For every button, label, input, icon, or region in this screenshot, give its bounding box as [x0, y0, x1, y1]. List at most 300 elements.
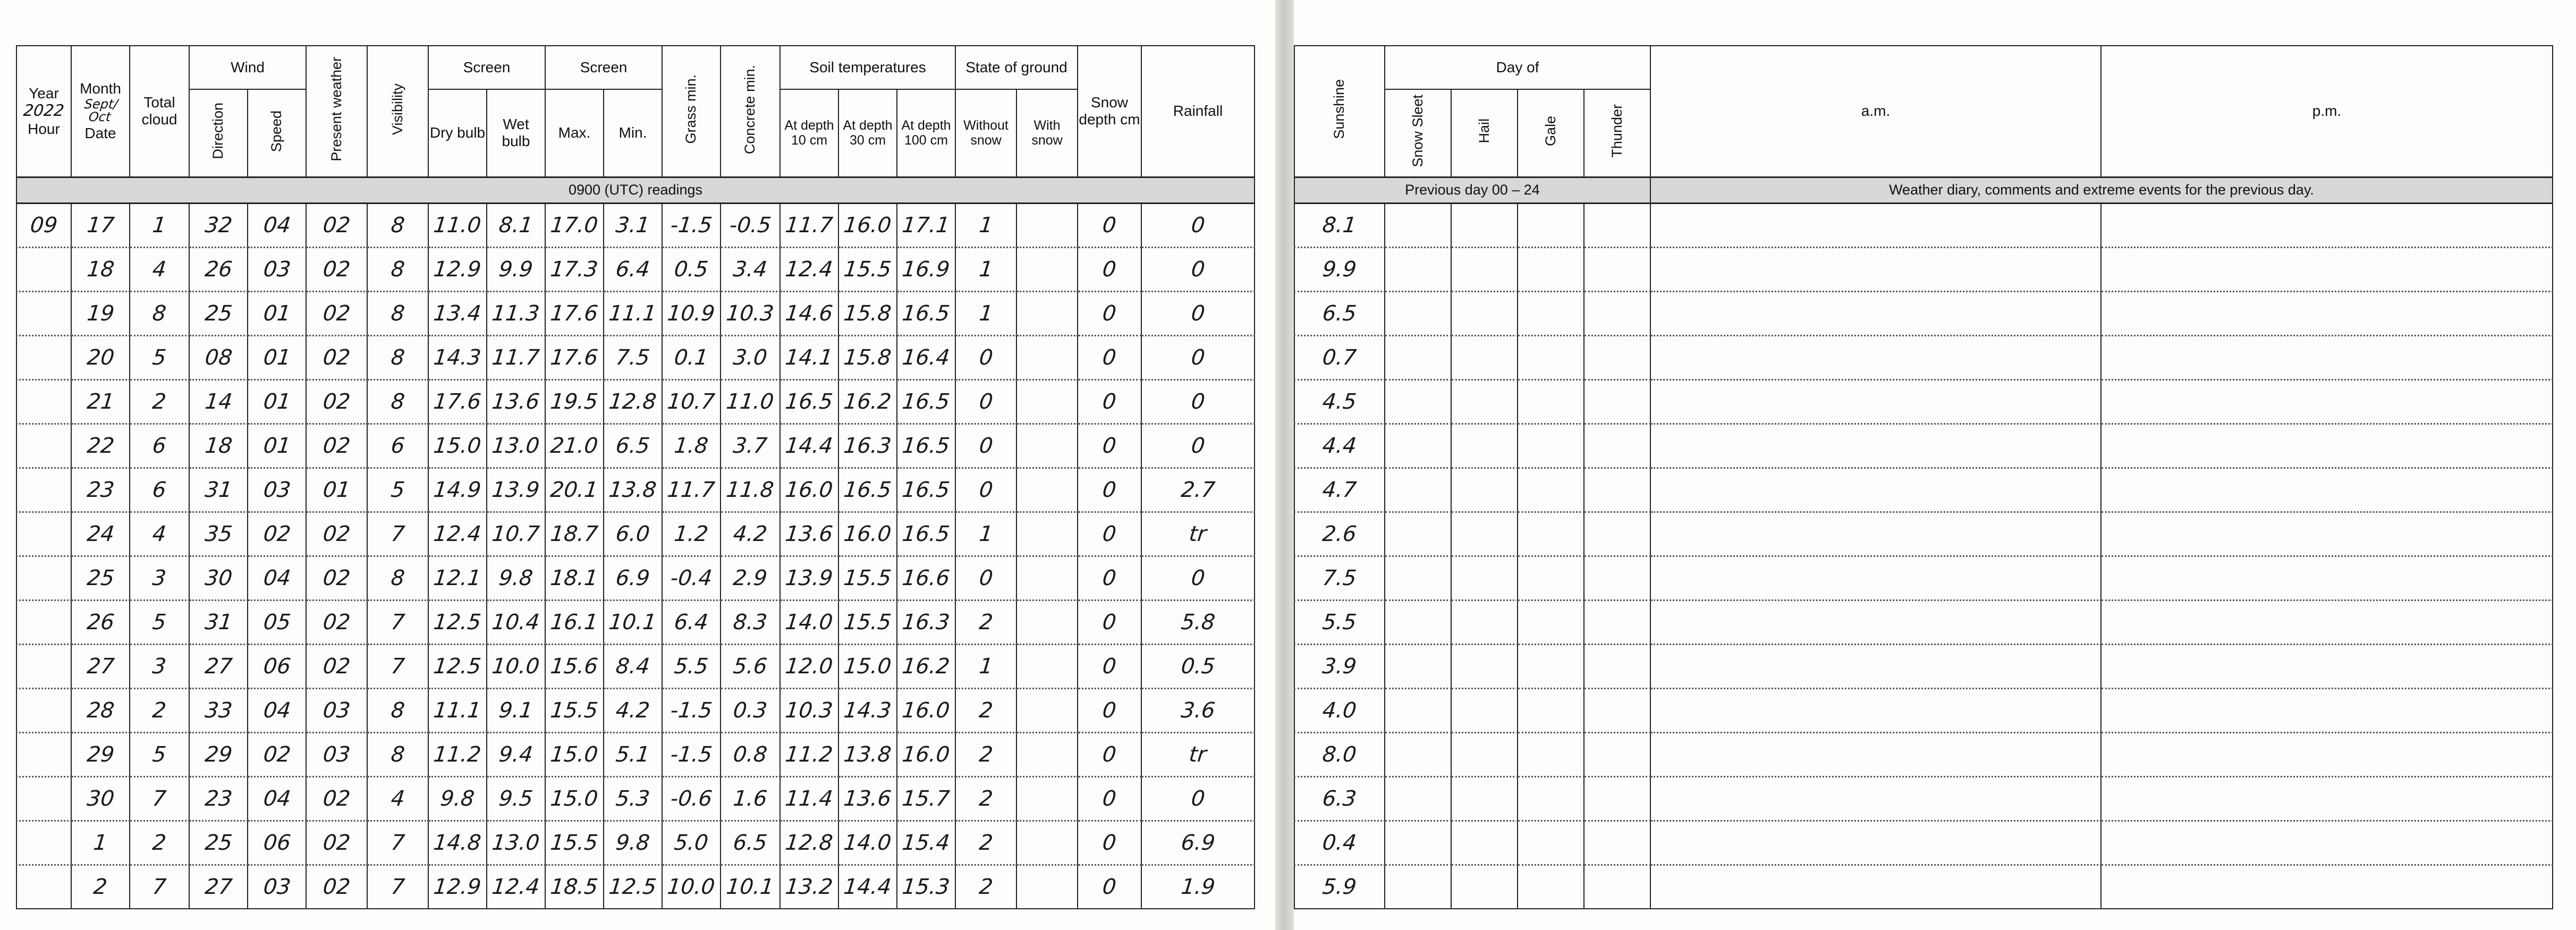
snow-depth-cell [1078, 644, 1141, 688]
dry-bulb-cell-value: 13.4 [433, 301, 482, 326]
wind-direction-cell [189, 335, 248, 379]
grass-min-cell [662, 424, 721, 468]
dry-bulb-cell [428, 688, 487, 732]
concrete-min-cell-value: 1.6 [732, 786, 769, 811]
ground-without-snow-cell [955, 291, 1016, 335]
wind-speed-cell-value: 03 [262, 257, 292, 282]
min-temp-cell-value: 3.1 [614, 213, 651, 238]
rainfall-cell-value: 0.5 [1180, 654, 1216, 679]
concrete-min-cell [721, 732, 780, 776]
snow-depth-cell-value: 0 [1101, 565, 1118, 590]
ground-without-snow-cell-value: 2 [978, 874, 994, 899]
present-weather-cell [306, 379, 367, 424]
wind-direction-cell-value: 35 [204, 521, 233, 546]
soil-100cm-cell-value: 16.0 [901, 742, 951, 767]
am-diary-cell [1650, 468, 2101, 512]
present-weather-cell-value: 02 [321, 874, 352, 899]
wind-speed-cell [248, 379, 306, 424]
total-cloud-cell [130, 821, 189, 865]
soil-100cm-cell-value: 16.5 [901, 477, 951, 502]
present-weather-cell [306, 776, 367, 821]
wet-bulb-cell-value: 10.4 [491, 610, 541, 635]
observation-row [16, 688, 1255, 732]
soil-30cm-cell [838, 865, 897, 909]
wind-direction-cell-value: 27 [204, 874, 233, 899]
ground-without-snow-cell-value: 0 [978, 389, 994, 414]
min-temp-cell [604, 732, 662, 776]
present-weather-cell-value: 02 [321, 389, 352, 414]
soil-10cm-cell-value: 13.9 [784, 565, 834, 590]
total-cloud-header: Total cloud [130, 46, 189, 177]
gale-cell [1518, 865, 1584, 909]
max-temp-cell-value: 17.6 [549, 345, 599, 370]
rainfall-cell [1141, 468, 1255, 512]
wind-direction-cell [189, 776, 248, 821]
soil-10cm-cell-value: 14.4 [784, 433, 834, 458]
soil-100cm-cell-value: 16.6 [901, 565, 951, 590]
total-cloud-cell [130, 424, 189, 468]
depth-30cm-header: At depth 30 cm [838, 89, 897, 177]
total-cloud-cell [130, 512, 189, 556]
present-weather-cell-value: 02 [321, 654, 352, 679]
present-weather-cell-value: 02 [321, 213, 352, 238]
am-diary-cell [1650, 776, 2101, 821]
wind-speed-cell [248, 512, 306, 556]
hour-cell [16, 821, 71, 865]
speed-label: Speed [268, 110, 285, 152]
sunshine-value: 8.0 [1321, 742, 1358, 767]
grass-min-cell-value: 5.0 [673, 830, 710, 855]
total-cloud-cell-value: 5 [151, 610, 168, 635]
wind-direction-cell [189, 203, 248, 247]
thunder-cell [1584, 732, 1650, 776]
soil-10cm-cell-value: 14.0 [784, 610, 834, 635]
observation-row [16, 732, 1255, 776]
soil-100cm-cell [897, 821, 955, 865]
visibility-header [367, 46, 428, 177]
wet-bulb-cell [487, 865, 545, 909]
soil-10cm-cell-value: 12.0 [784, 654, 834, 679]
rainfall-cell-value: 2.7 [1180, 477, 1216, 502]
max-temp-cell [545, 379, 604, 424]
sunshine-header [1294, 46, 1385, 177]
wind-header: Wind [189, 46, 306, 89]
concrete-min-cell [721, 600, 780, 644]
thunder-header [1584, 89, 1650, 177]
concrete-min-cell-value: 6.5 [732, 830, 769, 855]
screen-header-1: Screen [428, 46, 545, 89]
hail-cell [1451, 203, 1518, 247]
observation-row [16, 644, 1255, 688]
wind-direction-cell-value: 18 [204, 433, 233, 458]
dry-bulb-cell [428, 468, 487, 512]
max-temp-cell [545, 776, 604, 821]
snow-depth-cell-value: 0 [1101, 874, 1118, 899]
dry-bulb-cell [428, 821, 487, 865]
observation-row [16, 291, 1255, 335]
wind-speed-cell [248, 732, 306, 776]
date-cell [71, 247, 130, 291]
hail-cell [1451, 379, 1518, 424]
min-temp-cell [604, 865, 662, 909]
soil-100cm-cell-value: 17.1 [901, 213, 951, 238]
gale-cell [1518, 556, 1584, 600]
date-cell-value: 29 [86, 742, 115, 767]
present-weather-cell [306, 600, 367, 644]
date-cell [71, 424, 130, 468]
concrete-min-header [721, 46, 780, 177]
wind-speed-cell-value: 03 [262, 477, 292, 502]
diary-row [1294, 291, 2553, 335]
rainfall-cell [1141, 291, 1255, 335]
wind-direction-cell [189, 644, 248, 688]
ground-with-snow-cell [1016, 512, 1078, 556]
hour-cell [16, 512, 71, 556]
soil-30cm-cell-value: 16.5 [843, 477, 893, 502]
pm-diary-cell [2101, 335, 2553, 379]
gale-cell [1518, 776, 1584, 821]
concrete-min-cell-value: 0.3 [732, 698, 769, 723]
grass-min-cell [662, 688, 721, 732]
min-temp-cell [604, 644, 662, 688]
pm-diary-cell [2101, 203, 2553, 247]
visibility-cell [367, 512, 428, 556]
visibility-cell-value: 7 [389, 610, 406, 635]
present-weather-cell-value: 02 [321, 521, 352, 546]
diary-row [1294, 865, 2553, 909]
visibility-cell [367, 203, 428, 247]
soil-10cm-cell-value: 11.4 [784, 786, 834, 811]
ground-without-snow-cell-value: 2 [978, 698, 994, 723]
thunder-cell [1584, 512, 1650, 556]
snow-sleet-cell [1385, 379, 1451, 424]
am-diary-cell [1650, 379, 2101, 424]
snow-depth-cell [1078, 379, 1141, 424]
pm-header: p.m. [2101, 46, 2553, 177]
day-of-header: Day of [1385, 46, 1650, 89]
max-temp-cell [545, 600, 604, 644]
wind-direction-cell-value: 23 [204, 786, 233, 811]
ground-without-snow-cell-value: 1 [978, 521, 994, 546]
grass-min-cell-value: 10.7 [666, 389, 716, 414]
diary-row [1294, 424, 2553, 468]
dry-bulb-cell-value: 11.2 [433, 742, 482, 767]
total-cloud-cell-value: 6 [151, 477, 168, 502]
soil-30cm-cell-value: 15.8 [843, 345, 893, 370]
rainfall-cell-value: 0 [1190, 786, 1206, 811]
date-cell-value: 26 [86, 610, 115, 635]
dry-bulb-cell [428, 600, 487, 644]
dry-bulb-cell [428, 424, 487, 468]
year-hour-header [16, 46, 71, 177]
max-temp-cell-value: 16.1 [549, 610, 599, 635]
pm-diary-cell [2101, 865, 2553, 909]
pm-diary-cell [2101, 512, 2553, 556]
rainfall-cell [1141, 821, 1255, 865]
gale-cell [1518, 644, 1584, 688]
left-page [0, 0, 1275, 930]
pm-diary-cell [2101, 247, 2553, 291]
snow-depth-cell-value: 0 [1101, 477, 1118, 502]
visibility-cell-value: 7 [389, 874, 406, 899]
grass-min-cell [662, 203, 721, 247]
soil-30cm-cell [838, 688, 897, 732]
hail-cell [1451, 644, 1518, 688]
observation-row [16, 468, 1255, 512]
total-cloud-cell [130, 688, 189, 732]
min-temp-cell-value: 5.3 [614, 786, 651, 811]
ground-with-snow-cell [1016, 732, 1078, 776]
snow-sleet-cell [1385, 424, 1451, 468]
wind-speed-cell [248, 688, 306, 732]
max-temp-cell [545, 865, 604, 909]
ground-with-snow-cell [1016, 247, 1078, 291]
sunshine-value: 7.5 [1321, 565, 1358, 590]
diary-row [1294, 379, 2553, 424]
hour-cell [16, 379, 71, 424]
hour-cell [16, 247, 71, 291]
present-weather-cell [306, 247, 367, 291]
date-cell [71, 335, 130, 379]
rainfall-cell [1141, 512, 1255, 556]
hour-cell [16, 203, 71, 247]
wet-bulb-cell-value: 10.0 [491, 654, 541, 679]
sunshine-cell [1294, 600, 1385, 644]
sunshine-cell [1294, 203, 1385, 247]
max-temp-cell-value: 15.0 [549, 742, 599, 767]
visibility-cell [367, 821, 428, 865]
ground-without-snow-cell-value: 2 [978, 830, 994, 855]
snow-sleet-cell [1385, 776, 1451, 821]
max-temp-cell-value: 18.7 [549, 521, 599, 546]
soil-100cm-cell [897, 600, 955, 644]
observation-row [16, 335, 1255, 379]
wind-speed-cell [248, 247, 306, 291]
thunder-cell [1584, 776, 1650, 821]
sunshine-value: 0.7 [1321, 345, 1358, 370]
min-temp-cell [604, 776, 662, 821]
snow-sleet-cell [1385, 644, 1451, 688]
ground-without-snow-cell [955, 379, 1016, 424]
soil-100cm-cell [897, 556, 955, 600]
max-temp-cell [545, 512, 604, 556]
soil-30cm-cell-value: 15.0 [843, 654, 893, 679]
ground-without-snow-cell [955, 776, 1016, 821]
max-temp-cell [545, 335, 604, 379]
date-cell-value: 19 [86, 301, 115, 326]
soil-10cm-cell-value: 13.2 [784, 874, 834, 899]
date-cell [71, 203, 130, 247]
snow-depth-cell [1078, 556, 1141, 600]
ground-without-snow-cell [955, 865, 1016, 909]
dry-bulb-cell [428, 291, 487, 335]
snow-sleet-cell [1385, 468, 1451, 512]
concrete-min-cell-value: 3.4 [732, 257, 769, 282]
dry-bulb-cell [428, 644, 487, 688]
right-page [1294, 0, 2576, 930]
visibility-cell [367, 556, 428, 600]
ground-with-snow-cell [1016, 424, 1078, 468]
snow-depth-cell-value: 0 [1101, 610, 1118, 635]
soil-10cm-cell [780, 512, 838, 556]
sunshine-value: 9.9 [1321, 257, 1358, 282]
snow-sleet-cell [1385, 600, 1451, 644]
hail-cell [1451, 688, 1518, 732]
concrete-min-cell [721, 468, 780, 512]
wind-direction-cell-value: 26 [204, 257, 233, 282]
concrete-min-cell-value: 5.6 [732, 654, 769, 679]
visibility-cell [367, 335, 428, 379]
ground-without-snow-cell [955, 688, 1016, 732]
wet-bulb-cell [487, 821, 545, 865]
date-cell [71, 776, 130, 821]
sunshine-cell [1294, 291, 1385, 335]
total-cloud-cell-value: 3 [151, 654, 168, 679]
visibility-cell-value: 8 [389, 345, 406, 370]
concrete-min-cell [721, 424, 780, 468]
dry-bulb-cell-value: 12.5 [433, 654, 482, 679]
snow-sleet-cell [1385, 247, 1451, 291]
soil-100cm-cell [897, 512, 955, 556]
concrete-min-cell [721, 291, 780, 335]
total-cloud-cell-value: 3 [151, 565, 168, 590]
month-label: Month [80, 80, 121, 97]
total-cloud-cell [130, 865, 189, 909]
concrete-min-cell-value: 8.3 [732, 610, 769, 635]
wind-speed-cell [248, 865, 306, 909]
soil-10cm-cell [780, 424, 838, 468]
visibility-cell [367, 291, 428, 335]
soil-10cm-cell [780, 379, 838, 424]
sunshine-value: 5.5 [1321, 610, 1358, 635]
date-cell [71, 512, 130, 556]
min-temp-cell [604, 424, 662, 468]
snow-depth-cell [1078, 247, 1141, 291]
observation-row [16, 424, 1255, 468]
snow-depth-cell [1078, 821, 1141, 865]
visibility-cell-value: 8 [389, 565, 406, 590]
hail-cell [1451, 732, 1518, 776]
wet-bulb-cell-value: 11.3 [491, 301, 541, 326]
date-cell-value: 27 [86, 654, 115, 679]
wet-bulb-cell-value: 13.0 [491, 830, 541, 855]
rainfall-cell [1141, 335, 1255, 379]
diary-row [1294, 732, 2553, 776]
sunshine-cell [1294, 424, 1385, 468]
hour-label: Hour [28, 120, 60, 137]
soil-30cm-cell [838, 776, 897, 821]
min-temp-cell-value: 6.9 [614, 565, 651, 590]
grass-min-cell-value: 10.9 [666, 301, 716, 326]
soil-temperatures-header: Soil temperatures [780, 46, 955, 89]
gale-cell [1518, 821, 1584, 865]
pm-diary-cell [2101, 644, 2553, 688]
hail-cell [1451, 335, 1518, 379]
min-temp-cell [604, 688, 662, 732]
min-temp-cell-value: 8.4 [614, 654, 651, 679]
wet-bulb-cell-value: 9.1 [497, 698, 535, 723]
soil-30cm-cell-value: 13.6 [843, 786, 893, 811]
visibility-cell-value: 5 [389, 477, 406, 502]
screen-header-2: Screen [545, 46, 662, 89]
snow-depth-cell [1078, 424, 1141, 468]
dry-bulb-cell-value: 12.1 [433, 565, 482, 590]
rainfall-cell [1141, 644, 1255, 688]
min-temp-cell [604, 335, 662, 379]
soil-30cm-cell [838, 821, 897, 865]
concrete-min-cell-value: 0.8 [732, 742, 769, 767]
soil-10cm-cell-value: 12.8 [784, 830, 834, 855]
soil-30cm-cell [838, 424, 897, 468]
soil-10cm-cell [780, 865, 838, 909]
total-cloud-cell [130, 291, 189, 335]
wind-speed-cell [248, 291, 306, 335]
readings-band: 0900 (UTC) readings [16, 177, 1255, 203]
soil-100cm-cell [897, 468, 955, 512]
min-temp-cell-value: 9.8 [614, 830, 651, 855]
wind-direction-cell [189, 512, 248, 556]
dry-bulb-cell [428, 335, 487, 379]
sunshine-cell [1294, 644, 1385, 688]
visibility-cell [367, 644, 428, 688]
min-temp-cell [604, 291, 662, 335]
date-cell [71, 379, 130, 424]
soil-10cm-cell [780, 335, 838, 379]
rainfall-cell-value: 1.9 [1180, 874, 1216, 899]
hail-cell [1451, 247, 1518, 291]
ground-without-snow-cell [955, 644, 1016, 688]
rainfall-cell-value: 5.8 [1180, 610, 1216, 635]
pm-diary-cell [2101, 424, 2553, 468]
max-temp-cell [545, 644, 604, 688]
without-snow-header: Without snow [955, 89, 1016, 177]
hail-header [1451, 89, 1518, 177]
soil-100cm-cell-value: 15.4 [901, 830, 951, 855]
wind-speed-cell [248, 468, 306, 512]
diary-row [1294, 600, 2553, 644]
observation-row [16, 776, 1255, 821]
rainfall-cell-value: tr [1188, 521, 1208, 546]
hour-cell [16, 291, 71, 335]
soil-10cm-cell [780, 821, 838, 865]
total-cloud-cell-value: 7 [151, 786, 168, 811]
concrete-min-cell [721, 865, 780, 909]
sunshine-value: 2.6 [1321, 521, 1358, 546]
grass-min-cell-value: -1.5 [669, 213, 714, 238]
hour-cell [16, 600, 71, 644]
wet-bulb-cell-value: 10.7 [491, 521, 541, 546]
wind-direction-cell [189, 379, 248, 424]
sunshine-value: 4.5 [1321, 389, 1358, 414]
soil-10cm-cell [780, 203, 838, 247]
total-cloud-cell-value: 6 [151, 433, 168, 458]
dry-bulb-cell [428, 556, 487, 600]
max-temp-cell-value: 17.3 [549, 257, 599, 282]
total-cloud-cell-value: 1 [151, 213, 168, 238]
soil-10cm-cell-value: 16.5 [784, 389, 834, 414]
grass-min-cell [662, 335, 721, 379]
visibility-cell [367, 247, 428, 291]
present-weather-cell-value: 02 [321, 345, 352, 370]
wind-direction-cell [189, 865, 248, 909]
observation-row [16, 865, 1255, 909]
dry-bulb-cell [428, 512, 487, 556]
soil-100cm-cell [897, 865, 955, 909]
present-weather-cell [306, 512, 367, 556]
max-temp-cell [545, 468, 604, 512]
visibility-cell [367, 424, 428, 468]
wind-speed-cell-value: 02 [262, 521, 292, 546]
